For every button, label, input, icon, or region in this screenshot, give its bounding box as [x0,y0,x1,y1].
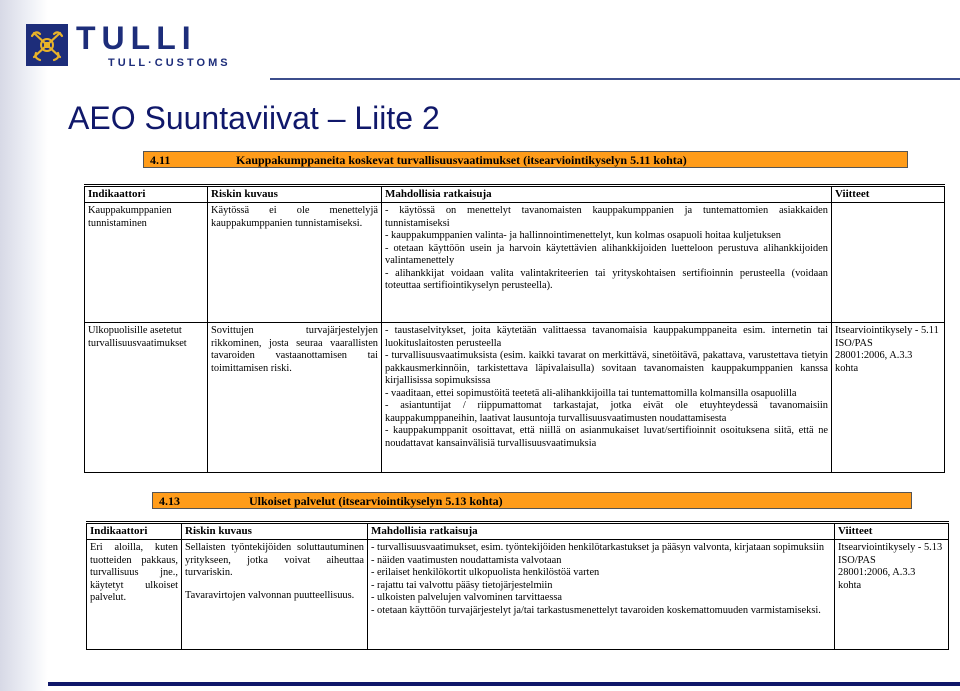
list-item: - näiden vaatimusten noudattamista valvotaan [371,554,562,566]
table-section-4-11 [84,184,945,473]
logo-subtitle: TULL·CUSTOMS [108,57,231,69]
column-header-viitteet: Viitteet [835,523,949,540]
indicator-cell: Kauppakumppanien tunnistaminen [85,203,208,323]
indicator-cell: Ulkopuolisille asetetut turvallisuusvaatimukset [85,323,208,473]
list-item: - alihankkijat voidaan valita valintakriteerien tai yrityskohtaisen sertifioinnin perusteella (voidaan toteuttaa sertifiointikyselyn perusteella). [385,267,828,291]
list-item: - kauppakumppanit osoittavat, että niillä on asianmukaiset luvat/sertifioinnit osoituksena siitä, että ne noudattavat kansainvälisiä turvallisuusvaatimuksia [385,425,828,449]
list-item: - erilaiset henkilökortit ulkopuolista henkilöstöä varten [371,567,600,578]
list-item: - asiantuntijat / riippumattomat tarkastajat, jotka eivät ole etuyhteydessä tavanomaisiin kauppakumppaneihin, laativat lausuntoja turvallisuusvaatimusten noudattamisesta [385,400,828,424]
column-header-riskin-kuvaus: Riskin kuvaus [208,186,382,203]
tulli-emblem-icon [26,24,68,66]
column-header-ratkaisuja: Mahdollisia ratkaisuja [368,523,835,540]
reference-line: 28001:2006, A.3.3 [838,567,916,578]
list-item: - vaaditaan, ettei sopimustöitä teetetä ali-alihankkijoilla tai tuntemattomilla kolmansilla osapuolilla [385,387,797,399]
risk-text: Sellaisten työntekijöiden soluttautuminen yritykseen, jotka voivat aiheuttaa turvariskin. [185,542,364,578]
column-header-ratkaisuja: Mahdollisia ratkaisuja [382,186,832,203]
logo-title: TULLI [76,20,197,56]
column-header-indikaattori: Indikaattori [85,186,208,203]
list-item: - rajattu tai valvottu pääsy tietojärjestelmiin [371,579,553,591]
section-4-13-header [152,492,912,509]
table-section-4-13 [86,521,949,650]
references-cell [835,540,949,650]
table-row [85,203,945,323]
indicator-cell: Eri aloilla, kuten tuotteiden pakkaus, turvallisuus jne., käytetyt ulkoiset palvelut. [87,540,182,650]
left-gradient-bar [0,0,48,691]
header-divider [270,78,960,80]
reference-line: ISO/PAS [838,554,876,566]
list-item: - kauppakumppanien valinta- ja hallinnointimenettelyt, kun kolmas osapuoli hoitaa kuljetuksen [385,230,781,241]
reference-line: kohta [835,362,859,374]
slide-title: AEO Suuntaviivat – Liite 2 [68,100,440,136]
risk-cell: Sovittujen turvajärjestelyjen rikkominen, josta seuraa vaarallisten tavaroiden vastaanottamisen tai toimittamisen riski. [208,323,382,473]
list-item: - turvallisuusvaatimukset, esim. työntekijöiden henkilötarkastukset ja pääsyn valvonta, kirjataan sopimuksiin [371,542,825,553]
reference-line: Itsearviointikysely - 5.13 [838,542,943,553]
list-item: - ulkoisten palvelujen valvominen tarvittaessa [371,592,563,603]
list-item: - turvallisuusvaatimuksista (esim. kaikki tavarat on merkittävä, sinetöitävä, pakattava, varustettava tietyin pakkausmerkinnöin, tarkistettava läpivalaisulla) sovitaan tavanomaisten kauppakumppanien kanssa kirjallisissa sopimuksissa [385,350,828,386]
references-cell [832,203,945,323]
section-4-11-header [143,151,908,168]
references-cell [832,323,945,473]
list-item: - taustaselvitykset, joita käytetään valittaessa tavanomaisia kauppakumppaneita esim. internetin tai luokituslaitosten perusteella [385,325,828,349]
section-number: 4.13 [159,494,180,508]
column-header-riskin-kuvaus: Riskin kuvaus [182,523,368,540]
section-title: Ulkoiset palvelut (itsearviointikyselyn 5.13 kohta) [249,494,503,508]
footer-rule [48,682,960,686]
column-header-indikaattori: Indikaattori [87,523,182,540]
table-row [85,323,945,473]
table-row [87,540,949,650]
risk-cell: Käytössä ei ole menettelyjä kauppakumppanien tunnistamiseksi. [208,203,382,323]
solutions-cell [382,323,832,473]
section-title: Kauppakumppaneita koskevat turvallisuusvaatimukset (itsearviointikyselyn 5.11 kohta) [236,153,687,167]
list-item: - käytössä on menettelyt tavanomaisten kauppakumppanien ja tuntemattomien asiakkaiden tunnistamiseksi [385,205,828,229]
solutions-cell [382,203,832,323]
reference-line: 28001:2006, A.3.3 [835,350,913,361]
list-item: - otetaan käyttöön usein ja harvoin käytettävien alihankkijoiden luetteloon perustuva alihankkijoiden valintamenettely [385,242,828,266]
solutions-cell [368,540,835,650]
risk-cell [182,540,368,650]
section-number: 4.11 [150,153,171,167]
risk-text: Tavaravirtojen valvonnan puutteellisuus. [185,589,355,601]
reference-line: ISO/PAS [835,337,873,349]
list-item: - otetaan käyttöön turvajärjestelyt ja/tai tarkastusmenettelyt tavaroiden koskemattomuuden varmistamiseksi. [371,604,821,616]
column-header-viitteet: Viitteet [832,186,945,203]
reference-line: Itsearviointikysely - 5.11 [835,325,939,336]
reference-line: kohta [838,579,862,591]
